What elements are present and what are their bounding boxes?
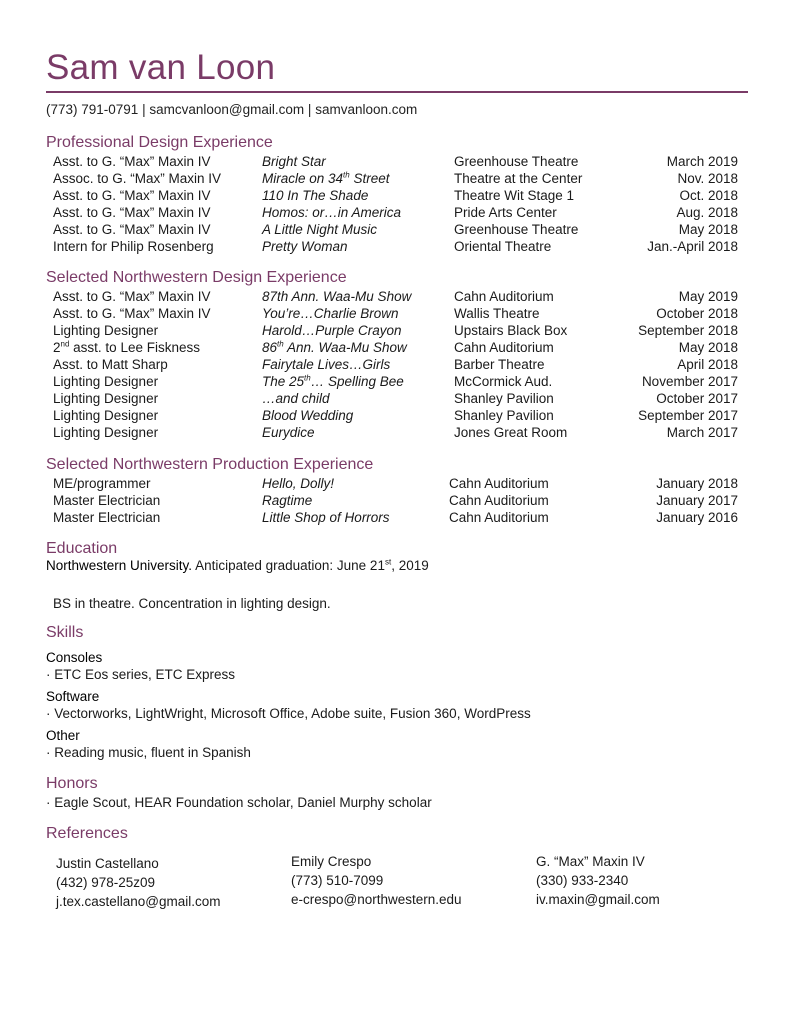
row-show: …and child — [262, 391, 330, 406]
table-row — [0, 187, 791, 204]
row-show: Hello, Dolly! — [262, 476, 335, 491]
section-title-education: Education — [46, 540, 118, 557]
row-venue: McCormick Aud. — [454, 374, 553, 389]
table-row — [0, 492, 791, 509]
row-venue: Shanley Pavilion — [454, 391, 554, 406]
section-title-nu-production: Selected Northwestern Production Experience — [46, 456, 374, 473]
row-role: 2nd asst. to Lee Fiskness — [53, 339, 200, 355]
section-title-references: References — [46, 825, 128, 842]
row-show: The 25th… Spelling Bee — [262, 373, 404, 389]
row-date: September 2017 — [638, 408, 738, 423]
row-role: Asst. to G. “Max” Maxin IV — [53, 222, 211, 237]
row-role: Asst. to G. “Max” Maxin IV — [53, 188, 211, 203]
contact-separator: | — [307, 102, 312, 117]
table-row — [0, 475, 791, 492]
header-divider — [46, 91, 748, 93]
row-show: Ragtime — [262, 493, 313, 508]
reference-name: Justin Castellano — [56, 856, 159, 871]
contact-website[interactable]: samvanloon.com — [315, 102, 418, 117]
reference-email[interactable]: iv.maxin@gmail.com — [536, 892, 660, 907]
row-role: Asst. to G. “Max” Maxin IV — [53, 154, 211, 169]
row-role: Lighting Designer — [53, 408, 159, 423]
row-role: Assoc. to G. “Max” Maxin IV — [53, 171, 222, 186]
skills-other-label: Other — [46, 728, 80, 743]
row-date: May 2018 — [678, 340, 738, 355]
row-show: Fairytale Lives…Girls — [262, 357, 391, 372]
contact-separator: | — [142, 102, 146, 117]
row-show: Little Shop of Horrors — [262, 510, 390, 525]
table-row — [0, 221, 791, 238]
row-venue: Greenhouse Theatre — [454, 154, 579, 169]
section-title-professional: Professional Design Experience — [46, 134, 273, 151]
row-date: May 2019 — [678, 289, 738, 304]
contact-phone: (773) 791-0791 — [46, 102, 139, 117]
row-show: You’re…Charlie Brown — [262, 306, 399, 321]
row-venue: Cahn Auditorium — [454, 340, 554, 355]
table-row — [0, 153, 791, 170]
row-role: Lighting Designer — [53, 374, 159, 389]
row-venue: Oriental Theatre — [454, 239, 552, 254]
row-show: Miracle on 34th Street — [262, 170, 390, 186]
row-role: Lighting Designer — [53, 391, 159, 406]
row-role: Asst. to Matt Sharp — [53, 357, 168, 372]
row-show: Eurydice — [262, 425, 315, 440]
row-show: Bright Star — [262, 154, 326, 169]
table-row — [0, 288, 791, 305]
section-title-skills: Skills — [46, 624, 84, 641]
row-date: May 2018 — [678, 222, 738, 237]
row-show: A Little Night Music — [262, 222, 378, 237]
table-row — [0, 204, 791, 221]
skills-software-list: · Vectorworks, LightWright, Microsoft Office, Adobe suite, Fusion 360, WordPress — [46, 706, 531, 721]
skills-other-list: · Reading music, fluent in Spanish — [46, 745, 251, 760]
skills-consoles-label: Consoles — [46, 650, 103, 665]
row-show: 87th Ann. Waa-Mu Show — [262, 289, 412, 304]
row-role: Asst. to G. “Max” Maxin IV — [53, 205, 211, 220]
section-title-honors: Honors — [46, 775, 98, 792]
row-venue: Theatre Wit Stage 1 — [454, 188, 575, 203]
table-row — [0, 424, 791, 441]
education-school: Northwestern University. — [46, 558, 193, 573]
row-role: Lighting Designer — [53, 323, 159, 338]
row-show: Blood Wedding — [262, 408, 354, 423]
row-show: Pretty Woman — [262, 239, 348, 254]
row-show: Homos: or…in America — [262, 205, 402, 220]
row-date: January 2018 — [656, 476, 738, 491]
table-row — [0, 305, 791, 322]
row-date: April 2018 — [677, 357, 738, 372]
table-row — [0, 509, 791, 526]
table-row — [0, 407, 791, 424]
skills-consoles-list: · ETC Eos series, ETC Express — [46, 667, 236, 682]
row-show: 86th Ann. Waa-Mu Show — [262, 339, 407, 355]
table-row — [0, 390, 791, 407]
row-role: ME/programmer — [53, 476, 151, 491]
section-title-nu-design: Selected Northwestern Design Experience — [46, 269, 347, 286]
row-date: January 2016 — [656, 510, 738, 525]
reference-email[interactable]: j.tex.castellano@gmail.com — [56, 894, 221, 909]
row-venue: Shanley Pavilion — [454, 408, 554, 423]
table-row — [0, 339, 791, 356]
education-line — [46, 558, 429, 573]
row-venue: Cahn Auditorium — [449, 493, 549, 508]
row-role: Asst. to G. “Max” Maxin IV — [53, 289, 211, 304]
row-date: Oct. 2018 — [679, 188, 738, 203]
reference-phone: (330) 933-2340 — [536, 873, 629, 888]
row-venue: Greenhouse Theatre — [454, 222, 579, 237]
row-role: Master Electrician — [53, 510, 161, 525]
row-date: October 2017 — [656, 391, 738, 406]
contact-line — [46, 102, 417, 117]
row-date: March 2019 — [666, 154, 738, 169]
skills-software-label: Software — [46, 689, 100, 704]
row-venue: Wallis Theatre — [454, 306, 540, 321]
reference-phone: (773) 510-7099 — [291, 873, 384, 888]
row-date: March 2017 — [666, 425, 738, 440]
reference-name: Emily Crespo — [291, 854, 372, 869]
row-date: January 2017 — [656, 493, 738, 508]
row-date: Jan.-April 2018 — [647, 239, 738, 254]
reference-card — [56, 854, 221, 911]
table-row — [0, 238, 791, 255]
honors-list: · Eagle Scout, HEAR Foundation scholar, Daniel Murphy scholar — [46, 795, 432, 810]
row-date: Nov. 2018 — [677, 171, 738, 186]
row-role: Asst. to G. “Max” Maxin IV — [53, 306, 211, 321]
row-date: Aug. 2018 — [676, 205, 738, 220]
row-venue: Barber Theatre — [454, 357, 545, 372]
table-row — [0, 356, 791, 373]
row-date: September 2018 — [638, 323, 738, 338]
reference-name: G. “Max” Maxin IV — [536, 854, 645, 869]
reference-phone: (432) 978-25z09 — [56, 875, 156, 890]
row-date: November 2017 — [641, 374, 738, 389]
contact-email[interactable]: samcvanloon@gmail.com — [149, 102, 305, 117]
row-venue: Cahn Auditorium — [454, 289, 554, 304]
row-venue: Theatre at the Center — [454, 171, 583, 186]
row-venue: Jones Great Room — [454, 425, 568, 440]
reference-card — [291, 852, 462, 909]
row-show: 110 In The Shade — [262, 188, 369, 203]
row-venue: Upstairs Black Box — [454, 323, 568, 338]
education-graduation: Anticipated graduation: June 21st, 2019 — [195, 557, 429, 573]
education-degree: BS in theatre. Concentration in lighting design. — [53, 596, 331, 611]
reference-email[interactable]: e-crespo@northwestern.edu — [291, 892, 462, 907]
resume-name: Sam van Loon — [46, 48, 276, 87]
row-venue: Pride Arts Center — [454, 205, 557, 220]
row-venue: Cahn Auditorium — [449, 510, 549, 525]
row-venue: Cahn Auditorium — [449, 476, 549, 491]
reference-card — [536, 852, 660, 909]
table-row — [0, 170, 791, 187]
row-role: Lighting Designer — [53, 425, 159, 440]
row-role: Master Electrician — [53, 493, 161, 508]
row-date: October 2018 — [656, 306, 738, 321]
table-row — [0, 322, 791, 339]
table-row — [0, 373, 791, 390]
row-role: Intern for Philip Rosenberg — [53, 239, 214, 254]
row-show: Harold…Purple Crayon — [262, 323, 402, 338]
